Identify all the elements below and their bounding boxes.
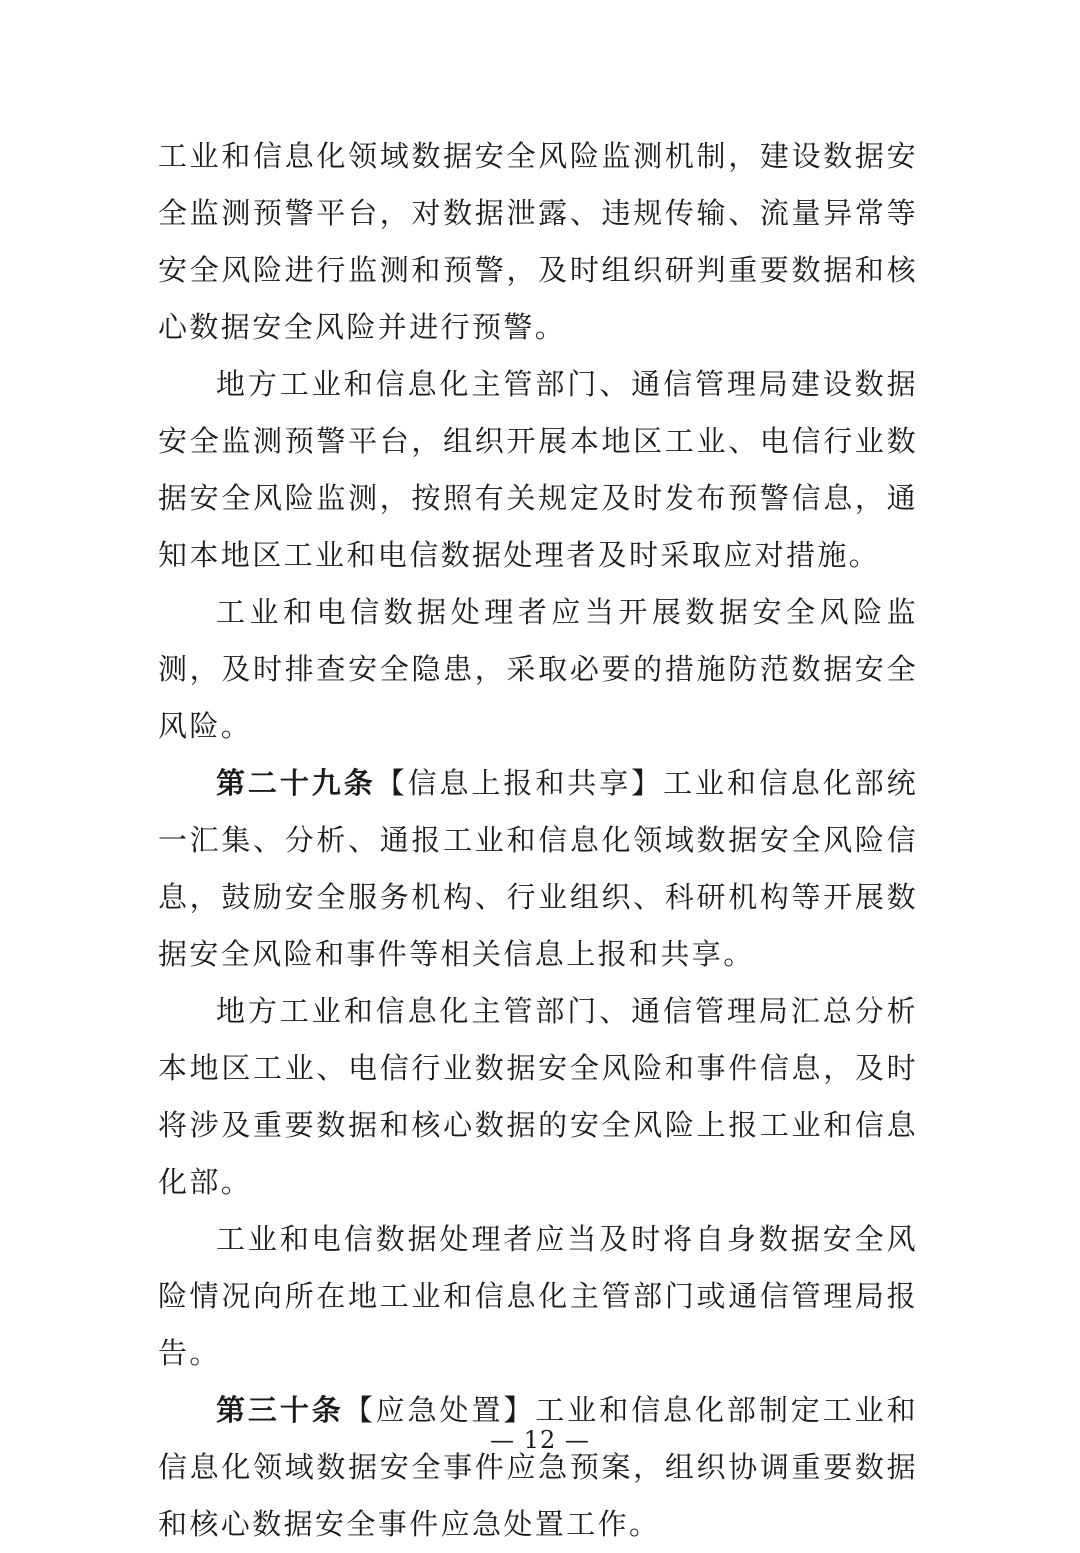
article-29-heading: 第二十九条 [216, 766, 376, 800]
article-29-text: 工业和信息化部统一汇集、分析、通报工业和信息化领域数据安全风险信息，鼓励安全服务机构、行业组织、科研机构等开展数据安全风险和事件等相关信息上报和共享。 [158, 766, 918, 971]
paragraph-1: 工业和信息化领域数据安全风险监测机制，建设数据安全监测预警平台，对数据泄露、违规传输、流量异常等安全风险进行监测和预警，及时组织研判重要数据和核心数据安全风险并进行预警。 [158, 139, 918, 344]
article-30-heading: 第三十条 [216, 1393, 344, 1427]
article-30-text: 工业和信息化部制定工业和信息化领域数据安全事件应急预案，组织协调重要数据和核心数据安全事件应急处置工作。 [158, 1393, 918, 1541]
paragraph-6: 工业和电信数据处理者应当及时将自身数据安全风险情况向所在地工业和信息化主管部门或通信管理局报告。 [158, 1222, 918, 1370]
article-29 [158, 755, 918, 983]
article-30-title: 【应急处置】 [343, 1393, 536, 1427]
paragraph-3: 工业和电信数据处理者应当开展数据安全风险监测，及时排查安全隐患，采取必要的措施防范数据安全风险。 [158, 595, 918, 743]
article-30 [158, 1382, 918, 1553]
article-29-title: 【信息上报和共享】 [375, 766, 664, 800]
page-number: — 12 — [490, 1426, 590, 1454]
paragraph-2: 地方工业和信息化主管部门、通信管理局建设数据安全监测预警平台，组织开展本地区工业、电信行业数据安全风险监测，按照有关规定及时发布预警信息，通知本地区工业和电信数据处理者及时采取应对措施。 [158, 367, 918, 572]
paragraph-5: 地方工业和信息化主管部门、通信管理局汇总分析本地区工业、电信行业数据安全风险和事件信息，及时将涉及重要数据和核心数据的安全风险上报工业和信息化部。 [158, 994, 918, 1199]
document-body [158, 128, 918, 1553]
